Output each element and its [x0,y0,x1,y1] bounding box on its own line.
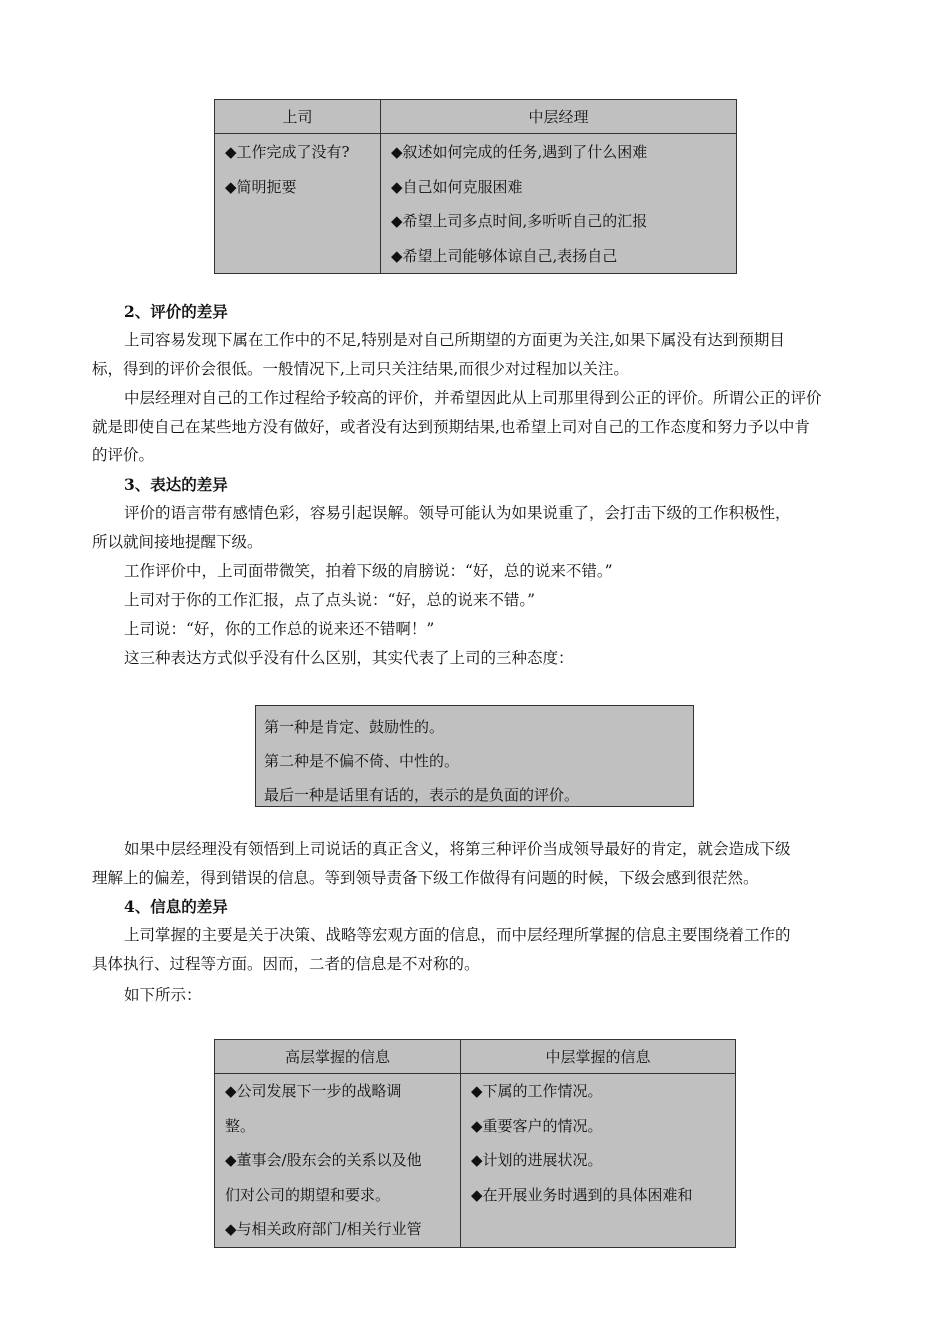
table1-superior-cell [215,134,381,274]
list-item: 第一种是肯定、鼓励性的。 [264,718,445,736]
list-item: ◆希望上司多点时间,多听听自己的汇报 [391,212,648,230]
information-comparison-table [214,1039,736,1248]
list-item: ◆叙述如何完成的任务,遇到了什么困难 [391,143,648,161]
list-item: ◆希望上司能够体谅自己,表扬自己 [391,246,618,265]
text-line: 就是即使自己在某些地方没有做好，或者没有达到预期结果,也希望上司对自己的工作态度和努力予以中肯 [92,417,810,436]
list-item: ◆公司发展下一步的战略调 [225,1082,402,1100]
section-heading-expression: 3、表达的差异 [124,475,228,494]
text-line: 这三种表达方式似乎没有什么区别，其实代表了上司的三种态度： [124,649,574,667]
text-line: 如果中层经理没有领悟到上司说话的真正含义，将第三种评价当成领导最好的肯定，就会造成下级 [124,840,791,858]
text-line: 标，得到的评价会很低。一般情况下,上司只关注结果,而很少对过程加以关注。 [92,359,629,378]
list-item: ◆计划的进展状况。 [471,1151,603,1169]
list-item: ◆下属的工作情况。 [471,1082,603,1100]
table1-header-superior: 上司 [215,100,381,134]
list-item: ◆在开展业务时遇到的具体困难和 [471,1185,693,1204]
list-item: ◆与相关政府部门/相关行业管 [225,1220,422,1238]
text-line: 所以就间接地提醒下级。 [92,532,263,551]
paragraph [92,326,862,383]
paragraph [92,499,862,556]
paragraph [92,921,862,978]
list-item: ◆工作完成了没有? [225,143,350,161]
section-heading-information: 4、信息的差异 [124,897,228,916]
table2-header-senior: 高层掌握的信息 [215,1040,461,1074]
table2-middle-cell [461,1074,736,1248]
text-line: 理解上的偏差，得到错误的信息。等到领导责备下级工作做得有问题的时候，下级会感到很茫然。 [92,868,759,887]
text-line: 具体执行、过程等方面。因而，二者的信息是不对称的。 [92,954,480,973]
attitude-box [255,705,694,807]
table2-senior-cell [215,1074,461,1248]
text-line: 中层经理对自己的工作过程给予较高的评价，并希望因此从上司那里得到公正的评价。所谓公正的评价 [124,389,822,407]
list-item: 整。 [225,1116,256,1135]
list-item: 们对公司的期望和要求。 [225,1185,391,1204]
table2-header-middle: 中层掌握的信息 [461,1040,736,1074]
text-line: 如下所示： [124,986,202,1004]
paragraph [92,384,862,470]
text-line: 上司容易发现下属在工作中的不足,特别是对自己所期望的方面更为关注,如果下属没有达到预期目 [124,331,785,349]
text-line: 上司掌握的主要是关于决策、战略等宏观方面的信息，而中层经理所掌握的信息主要围绕着工作的 [124,926,791,944]
paragraph [92,835,862,892]
list-item: 第二种是不偏不倚、中性的。 [264,752,460,770]
text-line: 工作评价中，上司面带微笑，拍着下级的肩膀说：“好，总的说来不错。” [124,562,613,580]
comparison-table-superior-vs-manager [214,99,737,274]
text-line: 评价的语言带有感情色彩，容易引起误解。领导可能认为如果说重了，会打击下级的工作积极性， [124,504,791,522]
text-line: 上司对于你的工作汇报，点了点头说：“好，总的说来不错。” [124,591,536,609]
text-line: 上司说：“好，你的工作总的说来还不错啊！” [124,620,435,638]
list-item: ◆自己如何克服困难 [391,177,523,196]
list-item: ◆董事会/股东会的关系以及他 [225,1151,422,1169]
text-line: 的评价。 [92,446,155,464]
list-item: ◆重要客户的情况。 [471,1116,603,1135]
section-heading-evaluation: 2、评价的差异 [124,302,228,321]
table1-manager-cell [381,134,737,274]
list-item: ◆简明扼要 [225,177,297,196]
list-item: 最后一种是话里有话的，表示的是负面的评价。 [264,786,580,804]
table1-header-manager: 中层经理 [381,100,737,134]
